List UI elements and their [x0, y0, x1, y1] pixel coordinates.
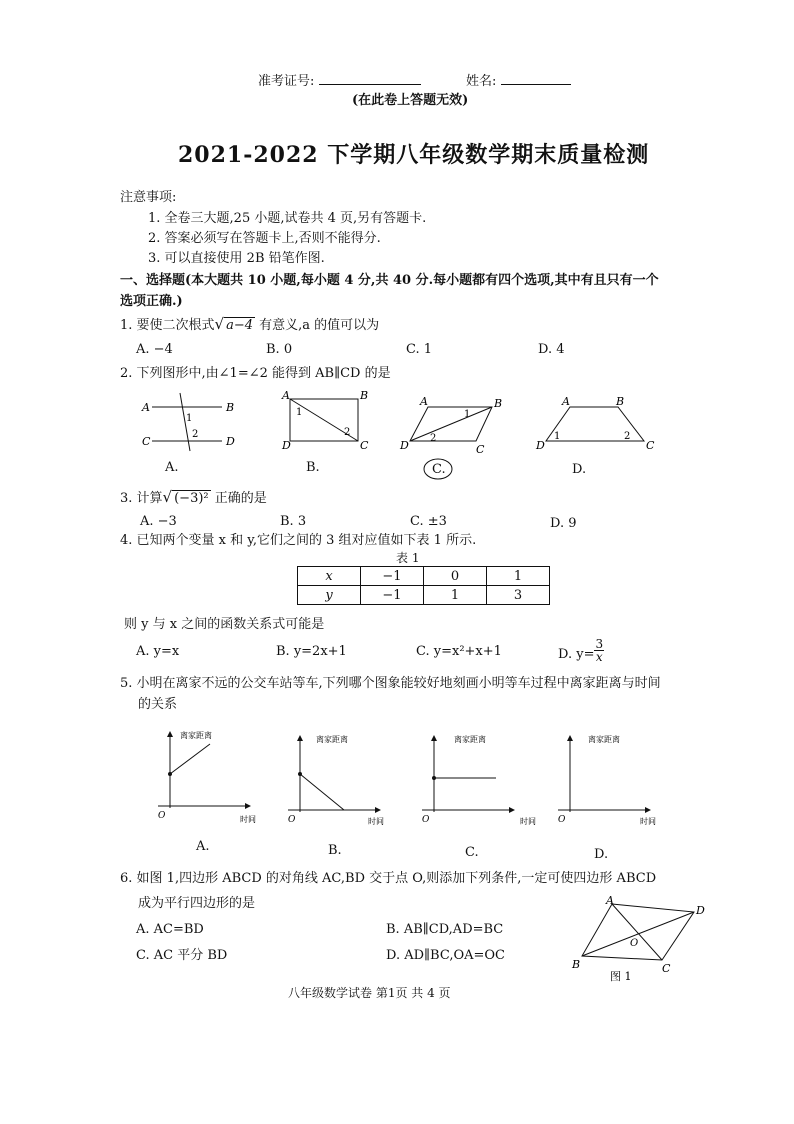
q2-option-c[interactable]: C. — [432, 462, 446, 477]
table-cell: 3 — [487, 586, 550, 605]
exam-id-label: 准考证号: — [258, 74, 315, 89]
svg-text:2: 2 — [624, 431, 631, 442]
q3-option-c[interactable]: C. ±3 — [410, 514, 447, 529]
q3-stem — [120, 489, 267, 507]
table-cell: y — [298, 586, 361, 605]
svg-text:2: 2 — [192, 429, 199, 440]
svg-text:离家距离: 离家距离 — [454, 735, 486, 744]
table-row — [298, 586, 550, 605]
page-footer: 八年级数学试卷 第1页 共 4 页 — [288, 986, 451, 1000]
q6-stem-cont: 成为平行四边形的是 — [138, 896, 256, 911]
fraction-numerator: 3 — [595, 637, 604, 651]
svg-text:D: D — [536, 439, 545, 452]
svg-text:O: O — [630, 938, 639, 949]
q4-question: 则 y 与 x 之间的函数关系式可能是 — [124, 617, 325, 632]
table-cell: x — [298, 567, 361, 586]
q2-stem: 2. 下列图形中,由∠1=∠2 能得到 AB∥CD 的是 — [120, 366, 391, 381]
q5-option-a[interactable]: A. — [196, 839, 210, 854]
q5-option-b[interactable]: B. — [328, 843, 342, 858]
q4-option-d[interactable] — [558, 638, 604, 663]
svg-text:O: O — [558, 815, 566, 825]
page-title: 2021-2022 下学期八年级数学期末质量检测 — [178, 142, 650, 168]
svg-text:C: C — [142, 435, 151, 448]
q2-figure-a — [141, 393, 235, 451]
q4-option-c[interactable]: C. y=x²+x+1 — [416, 644, 502, 659]
sqrt-icon: √ — [214, 315, 225, 333]
svg-text:C: C — [360, 439, 369, 452]
name-field[interactable] — [501, 72, 571, 85]
svg-text:C: C — [646, 439, 655, 452]
invalid-note: (在此卷上答题无效) — [352, 93, 469, 108]
figure-label: 图 1 — [610, 970, 632, 983]
q3-prefix: 3. 计算 — [120, 491, 163, 506]
q5-graph-d — [558, 734, 656, 826]
q2-option-a[interactable]: A. — [165, 460, 179, 475]
q5-stem: 5. 小明在离家不远的公交车站等车,下列哪个图象能较好地刻画小明等车过程中离家距离与时间 — [120, 676, 661, 691]
q4-option-b[interactable]: B. y=2x+1 — [276, 644, 347, 659]
svg-text:O: O — [422, 815, 430, 825]
table-cell: 1 — [487, 567, 550, 586]
svg-text:B: B — [360, 389, 369, 402]
svg-text:D: D — [226, 435, 235, 448]
svg-text:A: A — [606, 894, 614, 907]
svg-text:1: 1 — [554, 431, 561, 442]
svg-text:D: D — [696, 904, 705, 917]
sqrt-icon: √ — [162, 488, 173, 506]
q1-stem — [120, 316, 379, 334]
q3-option-d[interactable]: D. 9 — [550, 516, 577, 531]
q1-option-c[interactable]: C. 1 — [406, 342, 433, 357]
q1-option-a[interactable]: A. −4 — [136, 342, 173, 357]
q4-option-a[interactable]: A. y=x — [136, 644, 180, 659]
q5-graph-c — [422, 734, 536, 826]
svg-text:B: B — [572, 958, 581, 971]
svg-text:A: A — [142, 401, 150, 414]
q1-radicand: a−4 — [226, 318, 254, 333]
q5-option-c[interactable]: C. — [465, 845, 479, 860]
q5-graphs — [140, 728, 680, 833]
q6-option-a[interactable]: A. AC=BD — [136, 922, 204, 937]
table-cell: 0 — [424, 567, 487, 586]
fraction-denominator: x — [595, 650, 603, 664]
y-axis-label: 离家距离 — [180, 731, 212, 740]
svg-text:O: O — [288, 815, 296, 825]
q1-option-d[interactable]: D. 4 — [538, 342, 565, 357]
name-label: 姓名: — [466, 74, 497, 89]
q2-option-d[interactable]: D. — [572, 462, 587, 477]
q5-option-d[interactable]: D. — [594, 847, 609, 862]
q1-option-b[interactable]: B. 0 — [266, 342, 293, 357]
notes-heading: 注意事项: — [120, 190, 177, 205]
q2-option-b[interactable]: B. — [306, 460, 320, 475]
svg-text:B: B — [226, 401, 235, 414]
svg-text:O: O — [158, 811, 166, 821]
svg-text:D: D — [400, 439, 409, 452]
figure-1-parallelogram — [566, 894, 716, 984]
svg-text:离家距离: 离家距离 — [588, 735, 620, 744]
q4-option-d-label: D. y= — [558, 647, 595, 662]
q6-option-d[interactable]: D. AD∥BC,OA=OC — [386, 948, 505, 963]
svg-text:A: A — [282, 389, 290, 402]
section1-heading: 一、选择题(本大题共 10 小题,每小题 4 分,共 40 分.每小题都有四个选项,其中有且只有一个 — [120, 273, 659, 288]
table-cell: −1 — [361, 567, 424, 586]
svg-text:A: A — [420, 395, 428, 408]
fraction — [594, 638, 604, 663]
note-item: 2. 答案必须写在答题卡上,否则不能得分. — [148, 231, 381, 246]
exam-id-row — [258, 72, 421, 90]
svg-text:A: A — [562, 395, 570, 408]
q3-option-a[interactable]: A. −3 — [140, 514, 177, 529]
q2-figure-d — [535, 395, 655, 452]
x-axis-label: 时间 — [240, 815, 256, 824]
svg-text:2: 2 — [430, 433, 437, 444]
table-cell: 1 — [424, 586, 487, 605]
svg-text:时间: 时间 — [368, 817, 384, 826]
svg-text:1: 1 — [464, 409, 471, 420]
svg-text:时间: 时间 — [520, 817, 536, 826]
section1-heading-cont: 选项正确.) — [120, 294, 183, 309]
q1-prefix: 1. 要使二次根式 — [120, 318, 215, 333]
q3-option-b[interactable]: B. 3 — [280, 514, 307, 529]
svg-text:1: 1 — [186, 413, 193, 424]
q5-graph-b — [288, 734, 384, 826]
note-item: 1. 全卷三大题,25 小题,试卷共 4 页,另有答题卡. — [148, 211, 427, 226]
table-caption: 表 1 — [396, 551, 420, 565]
q5-stem-cont: 的关系 — [138, 697, 178, 712]
table-cell: −1 — [361, 586, 424, 605]
value-table — [297, 566, 550, 605]
q6-option-b[interactable]: B. AB∥CD,AD=BC — [386, 922, 504, 937]
q6-option-c[interactable]: C. AC 平分 BD — [136, 948, 228, 963]
svg-text:C: C — [476, 443, 485, 456]
q2-figure-c — [399, 395, 502, 456]
table-row — [298, 567, 550, 586]
q2-figures — [130, 385, 670, 480]
svg-text:B: B — [494, 397, 503, 410]
q3-radicand: (−3)² — [174, 491, 209, 506]
svg-text:B: B — [616, 395, 625, 408]
svg-text:D: D — [282, 439, 291, 452]
svg-text:C: C — [662, 962, 671, 975]
svg-text:1: 1 — [296, 407, 303, 418]
exam-id-field[interactable] — [319, 72, 421, 85]
svg-text:2: 2 — [344, 427, 351, 438]
note-item: 3. 可以直接使用 2B 铅笔作图. — [148, 251, 325, 266]
name-row — [466, 72, 571, 90]
q6-stem: 6. 如图 1,四边形 ABCD 的对角线 AC,BD 交于点 O,则添加下列条件,一定可使四边形 ABCD — [120, 871, 657, 886]
svg-text:离家距离: 离家距离 — [316, 735, 348, 744]
q2-figure-b — [281, 389, 369, 452]
q5-graph-a — [158, 730, 256, 824]
q3-suffix: 正确的是 — [214, 491, 267, 506]
svg-text:时间: 时间 — [640, 817, 656, 826]
q1-suffix: 有意义,a 的值可以为 — [259, 318, 380, 333]
q4-stem: 4. 已知两个变量 x 和 y,它们之间的 3 组对应值如下表 1 所示. — [120, 533, 477, 548]
